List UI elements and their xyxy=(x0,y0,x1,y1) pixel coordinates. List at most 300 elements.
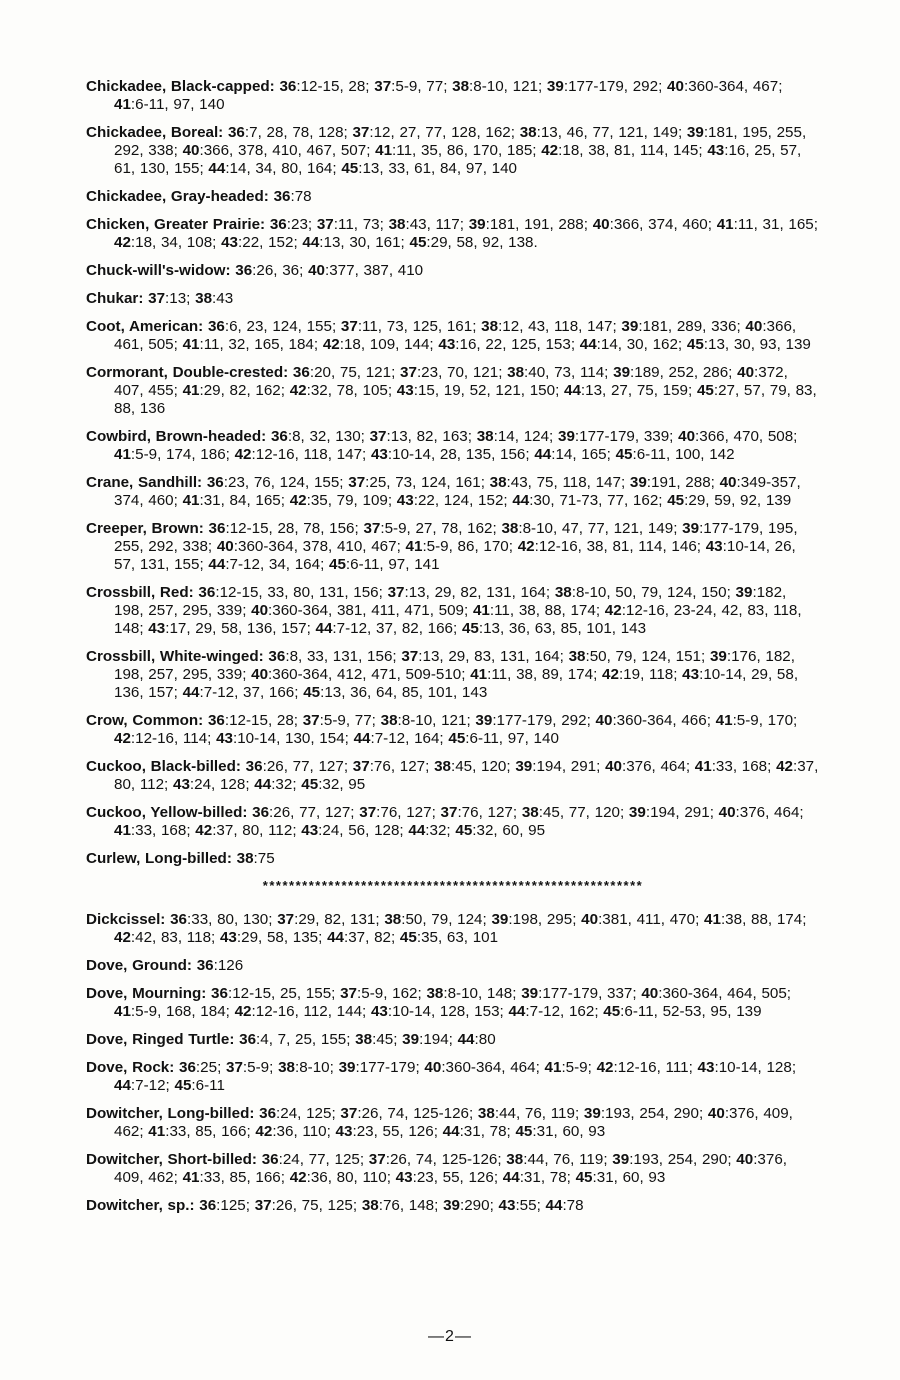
volume-number: 40 xyxy=(667,78,684,95)
volume-number: 39 xyxy=(468,216,486,233)
volume-number: 40 xyxy=(678,428,696,445)
page-refs: 376, 464 xyxy=(626,758,686,775)
volume-number: 40 xyxy=(707,1105,725,1122)
page-refs: 181, 289, 336 xyxy=(642,318,737,335)
volume-number: 40 xyxy=(736,1151,754,1168)
volume-number: 45 xyxy=(301,776,319,793)
entry-heading: Crossbill, White-winged: xyxy=(86,648,264,665)
page-refs: 360-364, 467 xyxy=(688,78,779,95)
entry-heading: Curlew, Long-billed: xyxy=(86,850,232,867)
page-refs: 33, 168 xyxy=(715,758,768,775)
page-refs: 177-179, 337 xyxy=(542,985,633,1002)
page-refs: 44, 76, 119 xyxy=(499,1105,575,1122)
page-refs: 18, 109, 144 xyxy=(343,336,430,353)
volume-number: 37 xyxy=(277,911,295,928)
volume-number: 39 xyxy=(338,1059,356,1076)
volume-number: 42 xyxy=(195,822,213,839)
volume-number: 37 xyxy=(374,78,392,95)
page-refs: 8-10, 148 xyxy=(447,985,513,1002)
volume-number: 41 xyxy=(148,1123,166,1140)
volume-number: 42 xyxy=(234,446,252,463)
page-refs: 5-9, 170 xyxy=(736,712,794,729)
index-entry xyxy=(86,474,820,510)
volume-number: 44 xyxy=(114,1077,131,1094)
page-refs: 50, 79, 124, 151 xyxy=(589,648,702,665)
page-refs: 177-179, 195, 255, 292, 338 xyxy=(114,520,798,555)
volume-number: 39 xyxy=(709,648,727,665)
volume-number: 37 xyxy=(340,1105,358,1122)
volume-number: 37 xyxy=(359,804,377,821)
volume-number: 44 xyxy=(457,1031,475,1048)
volume-number: 44 xyxy=(512,492,530,509)
page-refs: 11, 32, 165, 184 xyxy=(203,336,314,353)
volume-number: 36 xyxy=(211,985,228,1002)
page-refs: 12-16, 118, 147 xyxy=(255,446,363,463)
volume-number: 37 xyxy=(340,318,358,335)
page-refs: 26, 74, 125-126 xyxy=(389,1151,498,1168)
page-refs: 33, 85, 166 xyxy=(203,1169,281,1186)
volume-number: 39 xyxy=(443,1197,460,1214)
page-refs: 191, 288 xyxy=(651,474,711,491)
volume-number: 38 xyxy=(388,216,406,233)
page-refs: 40, 73, 114 xyxy=(528,364,605,381)
volume-number: 38 xyxy=(554,584,572,601)
volume-number: 41 xyxy=(182,1169,200,1186)
volume-number: 37 xyxy=(363,520,381,537)
volume-number: 44 xyxy=(302,234,320,251)
page-refs: 11, 31, 165 xyxy=(737,216,814,233)
volume-number: 43 xyxy=(396,492,414,509)
index-entry xyxy=(86,804,820,840)
volume-number: 38 xyxy=(521,804,539,821)
page-refs: 13, 82, 163 xyxy=(390,428,468,445)
volume-number: 42 xyxy=(322,336,340,353)
volume-number: 44 xyxy=(353,730,371,747)
entry-references: 36:12-15, 28; 37:5-9, 77; 38:8-10, 121; 39:177-179, 292; 40:360-364, 467; 41:6-11, 97, 140 xyxy=(114,78,783,113)
volume-number: 39 xyxy=(558,428,575,445)
page-refs: 12-16, 23-24, 42, 83, 118, 148 xyxy=(114,602,802,637)
volume-number: 44 xyxy=(315,620,333,637)
page-refs: 31, 78 xyxy=(463,1123,507,1140)
page-refs: 37, 82 xyxy=(348,929,391,946)
index-entry xyxy=(86,584,820,638)
index-entry xyxy=(86,318,820,354)
page-refs: 29, 58, 92, 138. xyxy=(430,234,538,251)
entry-heading: Dove, Ringed Turtle: xyxy=(86,1031,235,1048)
page-refs: 7-12, 164 xyxy=(374,730,440,747)
page-refs: 32 xyxy=(275,776,293,793)
page-refs: 35, 63, 101 xyxy=(421,929,499,946)
entry-references: 36:12-15, 28, 78, 156; 37:5-9, 27, 78, 162; 38:8-10, 47, 77, 121, 149; 39:177-179, 195, 255, 292, 338; 40:360-364, 378, 410, 467; 41:5-9, 86, 170; 42:12-16, 38, 81, 114, 146; 43:10-14, 26, 57, 131, 155; 44:7-12, 34, 164; 45:6-11, 97, 141 xyxy=(114,520,798,573)
volume-number: 43 xyxy=(705,538,723,555)
volume-number: 42 xyxy=(289,1169,307,1186)
volume-number: 36 xyxy=(207,712,225,729)
page-refs: 38, 88, 174 xyxy=(725,911,803,928)
entry-references: 36:78 xyxy=(273,188,312,205)
page-number: —2— xyxy=(428,1328,472,1345)
volume-number: 38 xyxy=(426,985,444,1002)
volume-number: 38 xyxy=(501,520,519,537)
page-refs: 23, 76, 124, 155 xyxy=(228,474,340,491)
entry-heading: Creeper, Brown: xyxy=(86,520,204,537)
page-refs: 8, 32, 130 xyxy=(292,428,361,445)
page-refs: 25, 73, 124, 161 xyxy=(369,474,481,491)
volume-number: 39 xyxy=(583,1105,601,1122)
volume-number: 36 xyxy=(245,758,263,775)
page-refs: 6, 23, 124, 155 xyxy=(229,318,332,335)
page-refs: 12-16, 38, 81, 114, 146 xyxy=(538,538,697,555)
volume-number: 40 xyxy=(581,911,599,928)
page-refs: 376, 409, 462 xyxy=(114,1105,793,1140)
page-refs: 32, 78, 105 xyxy=(310,382,388,399)
page-refs: 189, 252, 286 xyxy=(634,364,729,381)
volume-number: 37 xyxy=(348,474,366,491)
volume-number: 43 xyxy=(395,1169,413,1186)
page-refs: 29, 82, 162 xyxy=(203,382,281,399)
volume-number: 43 xyxy=(216,730,233,747)
index-entry xyxy=(86,911,820,947)
volume-number: 37 xyxy=(440,804,458,821)
volume-number: 38 xyxy=(568,648,586,665)
page-refs: 4, 7, 25, 155 xyxy=(260,1031,347,1048)
entry-references: 36:23, 76, 124, 155; 37:25, 73, 124, 161; 38:43, 75, 118, 147; 39:191, 288; 40:349-357, 374, 460; 41:31, 84, 165; 42:35, 79, 109; 43:22, 124, 152; 44:30, 71-73, 77, 162; 45:29, 59, 92, 139 xyxy=(114,474,801,509)
entry-heading: Dove, Rock: xyxy=(86,1059,175,1076)
page-refs: 376, 409, 462 xyxy=(114,1151,787,1186)
entry-heading: Chickadee, Boreal: xyxy=(86,124,224,141)
page-refs: 44, 76, 119 xyxy=(527,1151,604,1168)
volume-number: 41 xyxy=(182,382,200,399)
page-refs: 372, 407, 455 xyxy=(114,364,788,399)
page-refs: 126 xyxy=(217,957,244,974)
entry-references: 36:12-15, 33, 80, 131, 156; 37:13, 29, 82, 131, 164; 38:8-10, 50, 79, 124, 150; 39:182, 198, 257, 295, 339; 40:360-364, 381, 411, 471, 509; 41:11, 38, 88, 174; 42:12-16, 23-24, 42, 83, 118, 148; 43:17, 29, 58, 136, 157; 44:7-12, 37, 82, 166; 45:13, 36, 63, 85, 101, 143 xyxy=(114,584,802,637)
volume-number: 37 xyxy=(226,1059,243,1076)
volume-number: 42 xyxy=(604,602,622,619)
entry-references: 36:126 xyxy=(196,957,244,974)
page-refs: 366, 470, 508 xyxy=(699,428,794,445)
volume-number: 40 xyxy=(595,712,613,729)
volume-number: 36 xyxy=(206,474,224,491)
page-refs: 194, 291 xyxy=(650,804,710,821)
volume-number: 39 xyxy=(613,364,631,381)
volume-number: 36 xyxy=(273,188,291,205)
volume-number: 44 xyxy=(327,929,344,946)
page-refs: 376, 464 xyxy=(739,804,800,821)
volume-number: 37 xyxy=(302,712,320,729)
volume-number: 38 xyxy=(384,911,402,928)
volume-number: 42 xyxy=(234,1003,252,1020)
volume-number: 40 xyxy=(424,1059,442,1076)
entry-heading: Chuck-will's-widow: xyxy=(86,262,231,279)
volume-number: 43 xyxy=(396,382,414,399)
volume-number: 36 xyxy=(279,78,297,95)
page-refs: 43, 117 xyxy=(409,216,460,233)
volume-number: 36 xyxy=(269,216,287,233)
volume-number: 45 xyxy=(615,446,633,463)
page-refs: 5-9, 168, 184 xyxy=(135,1003,226,1020)
volume-number: 39 xyxy=(686,124,704,141)
volume-number: 45 xyxy=(409,234,427,251)
page-refs: 43, 75, 118, 147 xyxy=(510,474,621,491)
page-refs: 13 xyxy=(169,290,187,307)
volume-number: 39 xyxy=(682,520,700,537)
page-refs: 7, 28, 78, 128 xyxy=(249,124,344,141)
volume-number: 40 xyxy=(737,364,755,381)
page-refs: 14, 34, 80, 164 xyxy=(229,160,333,177)
volume-number: 45 xyxy=(575,1169,593,1186)
page-refs: 198, 295 xyxy=(512,911,573,928)
index-entry xyxy=(86,850,820,868)
page-refs: 177-179, 292 xyxy=(496,712,587,729)
index-entry xyxy=(86,1059,820,1095)
page-refs: 194, 291 xyxy=(536,758,597,775)
page-refs: 33, 168 xyxy=(135,822,187,839)
volume-number: 37 xyxy=(368,1151,386,1168)
page-refs: 12-15, 25, 155 xyxy=(232,985,332,1002)
page-refs: 31, 60, 93 xyxy=(536,1123,606,1140)
page-refs: 26, 75, 125 xyxy=(275,1197,353,1214)
entry-heading: Dowitcher, sp.: xyxy=(86,1197,195,1214)
volume-number: 41 xyxy=(114,96,131,113)
volume-number: 40 xyxy=(745,318,763,335)
volume-number: 42 xyxy=(255,1123,273,1140)
volume-number: 44 xyxy=(442,1123,460,1140)
volume-number: 36 xyxy=(170,911,188,928)
entry-references: 36:33, 80, 130; 37:29, 82, 131; 38:50, 79, 124; 39:198, 295; 40:381, 411, 470; 41:38, 88, 174; 42:42, 83, 118; 43:29, 58, 135; 44:37, 82; 45:35, 63, 101 xyxy=(114,911,807,946)
volume-number: 43 xyxy=(438,336,456,353)
page-refs: 76, 127 xyxy=(461,804,513,821)
page-refs: 360-364, 464 xyxy=(445,1059,536,1076)
page-refs: 125 xyxy=(220,1197,246,1214)
entry-heading: Chickadee, Gray-headed: xyxy=(86,188,269,205)
page-refs: 55 xyxy=(519,1197,537,1214)
index-entry xyxy=(86,188,820,206)
page-refs: 290 xyxy=(464,1197,490,1214)
entry-heading: Dowitcher, Short-billed: xyxy=(86,1151,257,1168)
volume-number: 42 xyxy=(517,538,535,555)
page-refs: 10-14, 26, 57, 131, 155 xyxy=(114,538,796,573)
volume-number: 36 xyxy=(199,1197,217,1214)
volume-number: 44 xyxy=(579,336,597,353)
entry-heading: Cuckoo, Yellow-billed: xyxy=(86,804,248,821)
index-entry xyxy=(86,1151,820,1187)
page-refs: 5-9 xyxy=(247,1059,270,1076)
page-refs: 23, 70, 121 xyxy=(421,364,499,381)
entry-references: 36:8, 32, 130; 37:13, 82, 163; 38:14, 124; 39:177-179, 339; 40:366, 470, 508; 41:5-9, 174, 186; 42:12-16, 118, 147; 43:10-14, 28, 135, 156; 44:14, 165; 45:6-11, 100, 142 xyxy=(114,428,798,463)
volume-number: 36 xyxy=(270,428,288,445)
page-refs: 32, 60, 95 xyxy=(476,822,546,839)
volume-number: 40 xyxy=(605,758,622,775)
page-refs: 22, 124, 152 xyxy=(417,492,504,509)
entry-heading: Cuckoo, Black-billed: xyxy=(86,758,241,775)
volume-number: 38 xyxy=(489,474,507,491)
volume-number: 39 xyxy=(491,911,509,928)
page-refs: 12-16, 111 xyxy=(617,1059,689,1076)
page-refs: 6-11, 97, 140 xyxy=(135,96,225,113)
entry-heading: Chukar: xyxy=(86,290,144,307)
page-refs: 31, 60, 93 xyxy=(596,1169,666,1186)
page-refs: 24, 56, 128 xyxy=(322,822,400,839)
volume-number: 36 xyxy=(235,262,253,279)
entry-references: 36:25; 37:5-9; 38:8-10; 39:177-179; 40:360-364, 464; 41:5-9; 42:12-16, 111; 43:10-14, 128; 44:7-12; 45:6-11 xyxy=(114,1059,797,1094)
page-refs: 349-357, 374, 460 xyxy=(114,474,801,509)
page-refs: 12, 43, 118, 147 xyxy=(502,318,613,335)
volume-number: 41 xyxy=(704,911,721,928)
entry-heading: Cowbird, Brown-headed: xyxy=(86,428,267,445)
volume-number: 36 xyxy=(239,1031,257,1048)
volume-number: 37 xyxy=(387,584,405,601)
volume-number: 44 xyxy=(208,556,226,573)
volume-number: 39 xyxy=(521,985,539,1002)
page-refs: 366, 461, 505 xyxy=(114,318,797,353)
index-entry xyxy=(86,712,820,748)
volume-number: 41 xyxy=(715,712,733,729)
entry-references: 38:75 xyxy=(236,850,275,867)
entry-heading: Chicken, Greater Prairie: xyxy=(86,216,266,233)
page-refs: 24, 77, 125 xyxy=(282,1151,360,1168)
page-refs: 30, 71-73, 77, 162 xyxy=(533,492,659,509)
index-list-d xyxy=(86,911,820,1215)
entry-references: 36:24, 77, 125; 37:26, 74, 125-126; 38:44, 76, 119; 39:193, 254, 290; 40:376, 409, 462; 41:33, 85, 166; 42:36, 80, 110; 43:23, 55, 126; 44:31, 78; 45:31, 60, 93 xyxy=(114,1151,787,1186)
page-refs: 31, 84, 165 xyxy=(203,492,281,509)
volume-number: 44 xyxy=(545,1197,563,1214)
entry-heading: Crane, Sandhill: xyxy=(86,474,203,491)
volume-number: 40 xyxy=(718,804,736,821)
page-refs: 7-12, 37, 82, 166 xyxy=(336,620,453,637)
page-refs: 23, 55, 126 xyxy=(356,1123,434,1140)
page-refs: 14, 30, 162 xyxy=(600,336,678,353)
page-refs: 76, 127 xyxy=(373,758,426,775)
page-refs: 20, 75, 121 xyxy=(314,364,392,381)
volume-number: 39 xyxy=(628,804,646,821)
volume-number: 36 xyxy=(292,364,310,381)
volume-number: 45 xyxy=(696,382,714,399)
page-refs: 25 xyxy=(200,1059,218,1076)
index-entry xyxy=(86,124,820,178)
page-refs: 11, 38, 89, 174 xyxy=(491,666,594,683)
page-refs: 45, 120 xyxy=(455,758,507,775)
page-refs: 13, 46, 77, 121, 149 xyxy=(540,124,678,141)
volume-number: 40 xyxy=(216,538,234,555)
page-refs: 45 xyxy=(376,1031,394,1048)
page-refs: 5-9, 162 xyxy=(361,985,418,1002)
page-refs: 177-179, 339 xyxy=(579,428,670,445)
volume-number: 41 xyxy=(544,1059,562,1076)
page-refs: 181, 191, 288 xyxy=(489,216,584,233)
page-refs: 76, 148 xyxy=(382,1197,435,1214)
volume-number: 40 xyxy=(641,985,659,1002)
volume-number: 41 xyxy=(182,492,200,509)
volume-number: 37 xyxy=(352,758,370,775)
page-refs: 15, 19, 52, 121, 150 xyxy=(417,382,556,399)
index-entry xyxy=(86,262,820,280)
page-refs: 7-12, 162 xyxy=(529,1003,595,1020)
entry-references: 36:6, 23, 124, 155; 37:11, 73, 125, 161; 38:12, 43, 118, 147; 39:181, 289, 336; 40:366, 461, 505; 41:11, 32, 165, 184; 42:18, 109, 144; 43:16, 22, 125, 153; 44:14, 30, 162; 45:13, 30, 93, 139 xyxy=(114,318,811,353)
page-refs: 13, 27, 75, 159 xyxy=(585,382,688,399)
volume-number: 43 xyxy=(370,1003,388,1020)
volume-number: 45 xyxy=(399,929,417,946)
volume-number: 39 xyxy=(621,318,639,335)
volume-number: 38 xyxy=(355,1031,373,1048)
index-entry xyxy=(86,290,820,308)
entry-references: 36:26, 36; 40:377, 387, 410 xyxy=(235,262,424,279)
volume-number: 44 xyxy=(208,160,226,177)
volume-number: 40 xyxy=(308,262,325,279)
volume-number: 36 xyxy=(208,520,226,537)
page-refs: 6-11, 97, 140 xyxy=(469,730,559,747)
entry-heading: Chickadee, Black-capped: xyxy=(86,78,275,95)
page-refs: 24, 125 xyxy=(280,1105,332,1122)
page-refs: 10-14, 29, 58, 136, 157 xyxy=(114,666,799,701)
page-refs: 8-10, 121 xyxy=(473,78,538,95)
entry-references: 36:125; 37:26, 75, 125; 38:76, 148; 39:290; 43:55; 44:78 xyxy=(199,1197,584,1214)
volume-number: 37 xyxy=(148,290,166,307)
volume-number: 38 xyxy=(507,364,525,381)
volume-number: 37 xyxy=(316,216,334,233)
page-refs: 6-11, 97, 141 xyxy=(350,556,440,573)
volume-number: 38 xyxy=(236,850,254,867)
page-refs: 31, 78 xyxy=(523,1169,567,1186)
entry-references: 36:4, 7, 25, 155; 38:45; 39:194; 44:80 xyxy=(239,1031,496,1048)
volume-number: 39 xyxy=(402,1031,420,1048)
page-refs: 18, 38, 81, 114, 145 xyxy=(562,142,699,159)
page-refs: 26, 77, 127 xyxy=(273,804,351,821)
page-refs: 10-14, 28, 135, 156 xyxy=(392,446,526,463)
volume-number: 40 xyxy=(251,666,269,683)
page-refs: 17, 29, 58, 136, 157 xyxy=(169,620,307,637)
page-refs: 377, 387, 410 xyxy=(329,262,424,279)
page-refs: 26, 36 xyxy=(256,262,300,279)
volume-number: 42 xyxy=(114,234,131,251)
volume-number: 44 xyxy=(254,776,272,793)
index-entry xyxy=(86,648,820,702)
page-refs: 6-11, 100, 142 xyxy=(636,446,735,463)
volume-number: 37 xyxy=(352,124,370,141)
volume-number: 37 xyxy=(401,648,419,665)
volume-number: 42 xyxy=(596,1059,614,1076)
page-refs: 10-14, 128, 153 xyxy=(392,1003,500,1020)
page-refs: 16, 25, 57, 61, 130, 155 xyxy=(114,142,802,177)
volume-number: 44 xyxy=(534,446,552,463)
volume-number: 39 xyxy=(612,1151,630,1168)
volume-number: 45 xyxy=(341,160,359,177)
volume-number: 42 xyxy=(114,730,131,747)
section-divider: ********************************************************** xyxy=(262,878,644,893)
page-refs: 12-16, 112, 144 xyxy=(255,1003,363,1020)
page-refs: 32, 95 xyxy=(322,776,366,793)
page-refs: 5-9, 27, 78, 162 xyxy=(384,520,493,537)
volume-number: 43 xyxy=(682,666,700,683)
page-refs: 12-15, 28 xyxy=(229,712,294,729)
volume-number: 41 xyxy=(716,216,734,233)
page-refs: 29, 58, 135 xyxy=(241,929,319,946)
page-refs: 8-10 xyxy=(299,1059,330,1076)
volume-number: 36 xyxy=(179,1059,196,1076)
page-refs: 193, 254, 290 xyxy=(633,1151,728,1168)
page-refs: 6-11, 52-53, 95, 139 xyxy=(624,1003,762,1020)
volume-number: 36 xyxy=(196,957,214,974)
page-refs: 23 xyxy=(291,216,308,233)
volume-number: 43 xyxy=(221,234,239,251)
page-refs: 13, 29, 82, 131, 164 xyxy=(408,584,546,601)
entry-heading: Crow, Common: xyxy=(86,712,204,729)
index-entry xyxy=(86,1197,820,1215)
index-entry xyxy=(86,758,820,794)
volume-number: 40 xyxy=(182,142,200,159)
entry-references: 37:13; 38:43 xyxy=(148,290,234,307)
index-list-c xyxy=(86,78,820,868)
volume-number: 43 xyxy=(370,446,388,463)
volume-number: 45 xyxy=(515,1123,533,1140)
